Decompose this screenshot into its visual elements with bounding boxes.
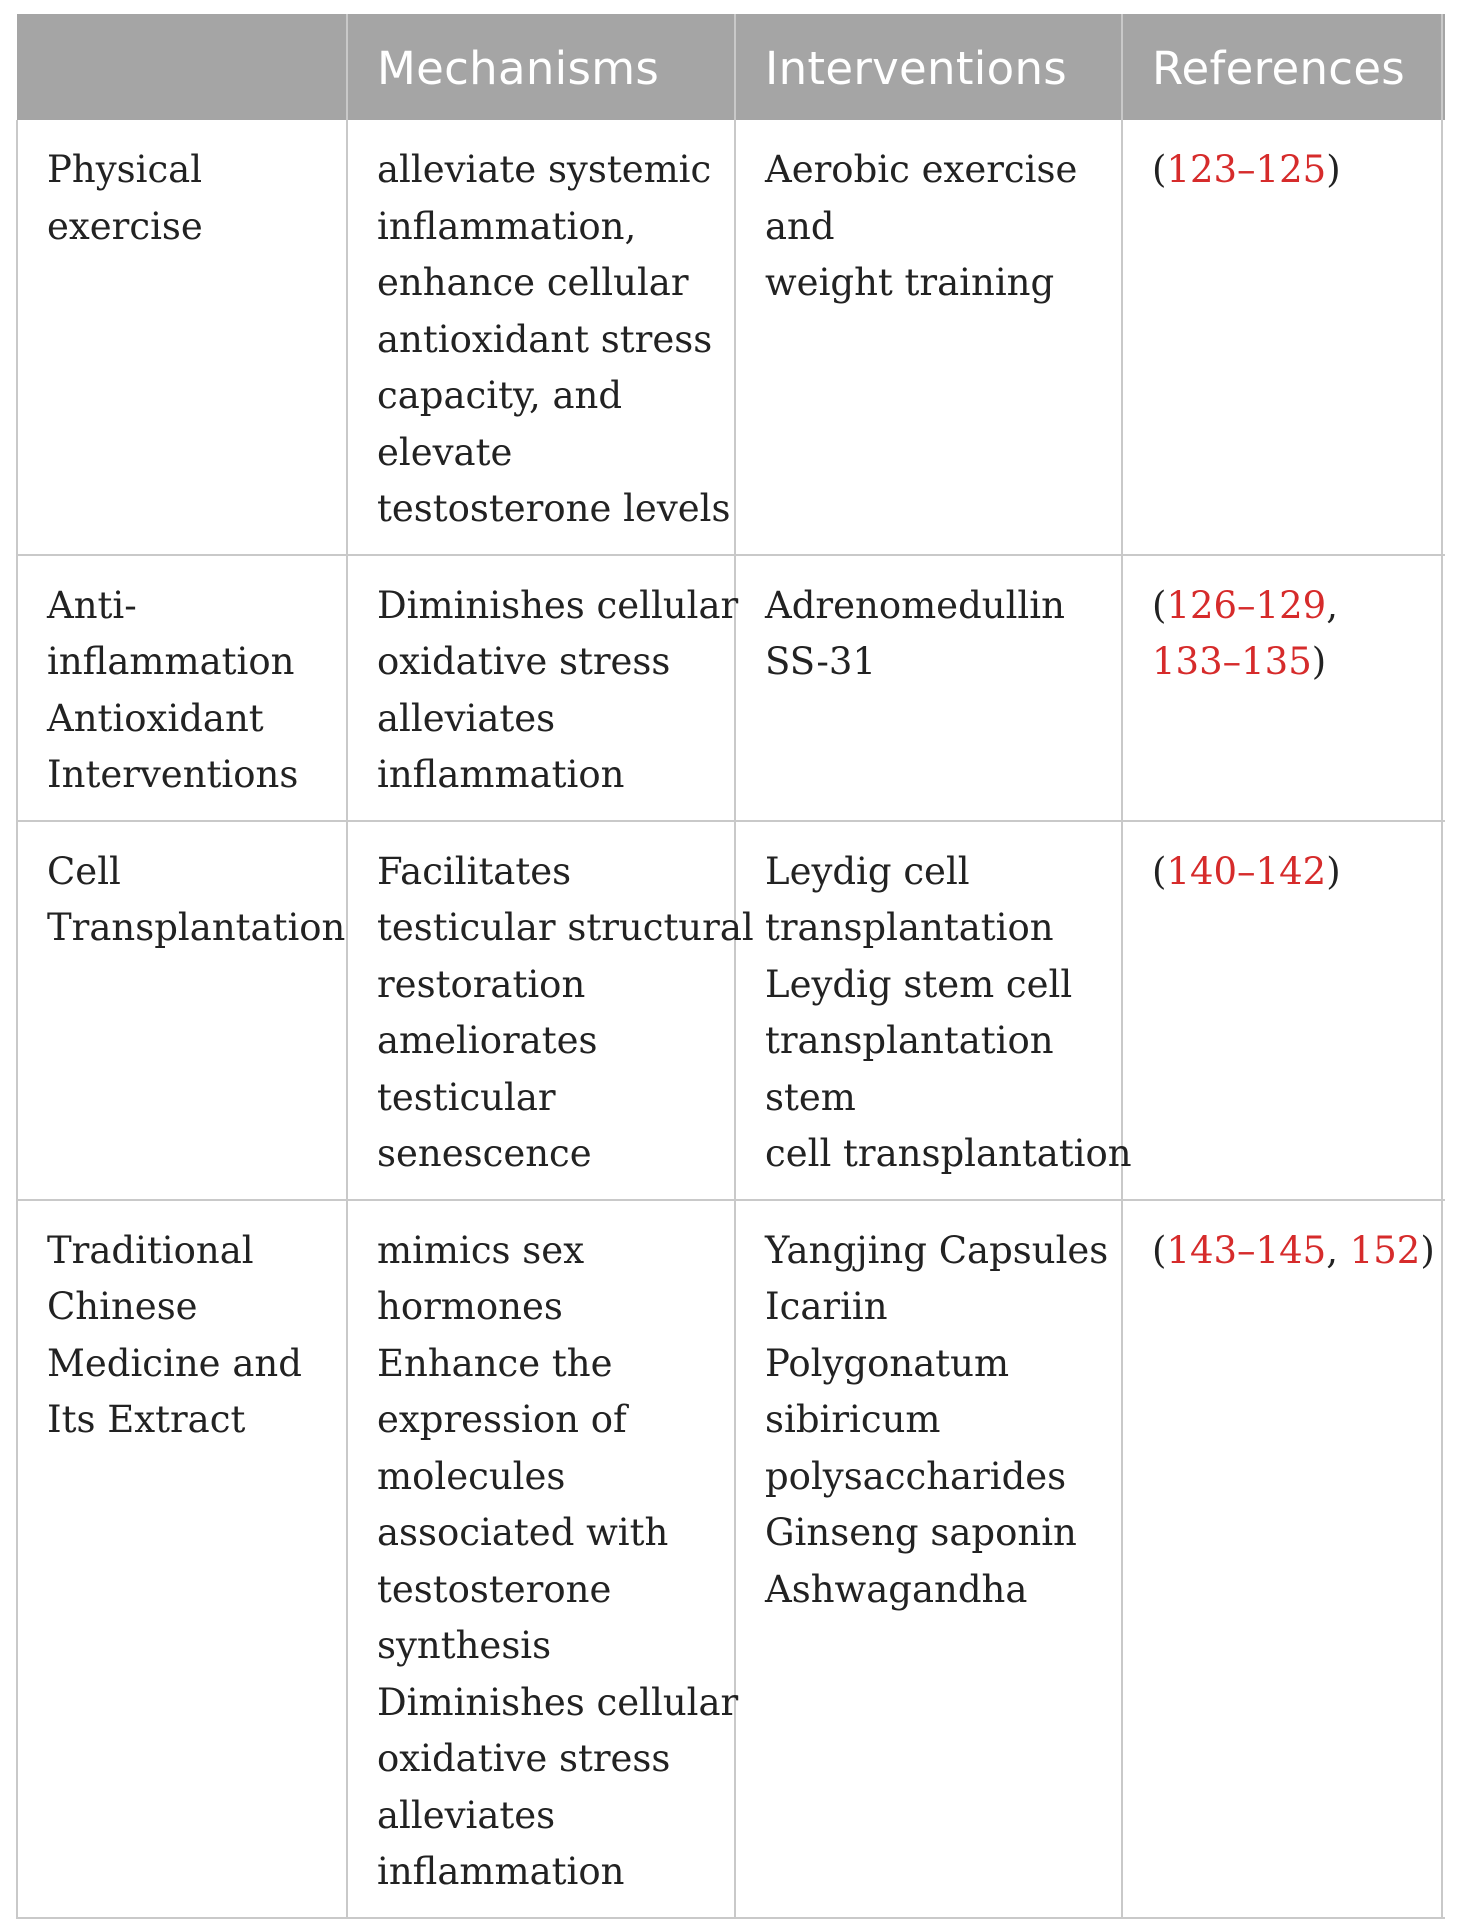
intervention-line: Leydig cell	[765, 849, 970, 893]
mechanism-line: testosterone	[377, 1567, 612, 1611]
intervention-line: Yangjing Capsules	[765, 1228, 1109, 1272]
paren-open: (	[1152, 583, 1167, 627]
mechanism-line: alleviates	[377, 696, 556, 740]
table-row	[17, 1200, 1445, 1918]
category-cell	[17, 821, 347, 1200]
paren-open: (	[1152, 849, 1167, 893]
mechanism-line: oxidative stress	[377, 1737, 671, 1780]
mechanism-line: molecules	[377, 1454, 566, 1498]
header-interventions: Interventions	[735, 15, 1122, 120]
mechanism-line: associated with	[377, 1511, 669, 1554]
intervention-line: Ginseng saponin	[765, 1511, 1077, 1554]
header-mechanisms: Mechanisms	[347, 15, 735, 120]
intervention-line: Aerobic exercise	[765, 148, 1078, 191]
intervention-line: transplantation	[765, 906, 1054, 949]
references-cell	[1122, 821, 1442, 1200]
intervention-line: Icariin	[765, 1285, 888, 1328]
intervention-line: Polygonatum	[765, 1341, 1010, 1385]
references-cell	[1122, 555, 1442, 821]
edge-cell	[1442, 821, 1445, 1200]
mechanism-line: senescence	[377, 1132, 592, 1175]
intervention-line: SS-31	[765, 640, 876, 683]
reference-line	[1152, 634, 1421, 691]
interventions-table	[16, 14, 1444, 1919]
mechanism-line: inflammation	[377, 1850, 625, 1893]
category-line: inflammation	[47, 640, 295, 683]
mechanism-line: Enhance the	[377, 1341, 613, 1385]
category-line: Chinese	[47, 1285, 198, 1328]
intervention-line: Adrenomedullin	[765, 583, 1065, 627]
mechanism-line: alleviates	[377, 1793, 556, 1837]
header-row	[17, 15, 1445, 120]
reference-separator: ,	[1326, 1228, 1350, 1272]
mechanisms-cell	[347, 555, 739, 821]
mechanism-line: restoration	[377, 962, 586, 1006]
paren-close: )	[1311, 640, 1327, 683]
reference-line	[1152, 1223, 1435, 1280]
mechanisms-cell	[347, 821, 754, 1200]
intervention-line: transplantation	[765, 1019, 1054, 1062]
header-edge	[1442, 15, 1445, 120]
category-cell	[17, 120, 347, 555]
category-line: Medicine and	[47, 1341, 302, 1385]
reference-link[interactable]: 143–145	[1166, 1228, 1327, 1272]
paren-close: )	[1420, 1228, 1435, 1272]
mechanism-line: testicular structural	[377, 906, 754, 949]
table-row	[17, 555, 1445, 821]
mechanism-line: testicular	[377, 1075, 556, 1119]
reference-link[interactable]: 133–135	[1152, 640, 1312, 683]
mechanism-line: inflammation	[377, 753, 625, 796]
mechanism-line: enhance cellular	[377, 261, 689, 304]
table	[16, 14, 1445, 1919]
category-line: Transplantation	[47, 906, 346, 949]
mechanism-line: ameliorates	[377, 1019, 598, 1062]
mechanism-line: antioxidant stress	[377, 317, 713, 361]
table-row	[17, 821, 1445, 1200]
mechanism-line: inflammation,	[377, 204, 637, 248]
mechanism-line: elevate	[377, 430, 513, 474]
table-row	[17, 120, 1445, 555]
reference-separator: ,	[1326, 583, 1338, 627]
mechanism-line: Diminishes cellular	[377, 583, 739, 627]
mechanisms-cell	[347, 120, 735, 555]
references-cell	[1122, 120, 1442, 555]
reference-link[interactable]: 123–125	[1166, 148, 1327, 191]
category-cell	[17, 1200, 347, 1918]
category-line: Antioxidant	[47, 696, 264, 740]
category-line: Anti-	[47, 583, 137, 627]
intervention-line: sibiricum	[765, 1398, 941, 1441]
mechanism-line: testosterone levels	[377, 487, 731, 530]
edge-cell	[1442, 120, 1445, 555]
edge-cell	[1442, 1200, 1445, 1918]
interventions-cell	[735, 821, 1132, 1200]
reference-line	[1152, 142, 1421, 199]
paren-open: (	[1152, 1228, 1167, 1272]
category-cell	[17, 555, 347, 821]
interventions-cell	[735, 1200, 1122, 1918]
mechanism-line: oxidative stress	[377, 640, 671, 683]
intervention-line: Ashwagandha	[765, 1567, 1028, 1611]
mechanism-line: Diminishes cellular	[377, 1680, 739, 1724]
reference-link[interactable]: 140–142	[1166, 849, 1327, 893]
intervention-line: and	[765, 204, 835, 248]
header-references: References	[1122, 15, 1442, 120]
reference-link[interactable]: 152	[1349, 1228, 1421, 1272]
reference-line	[1152, 844, 1421, 901]
category-line: Its Extract	[47, 1398, 246, 1441]
category-line: Physical	[47, 148, 203, 191]
category-line: Traditional	[47, 1228, 254, 1272]
intervention-line: weight training	[765, 261, 1055, 304]
paren-close: )	[1326, 849, 1341, 893]
header-category	[17, 15, 347, 120]
intervention-line: stem	[765, 1075, 856, 1119]
intervention-line: Leydig stem cell	[765, 962, 1073, 1006]
interventions-cell	[735, 555, 1122, 821]
mechanisms-cell	[347, 1200, 739, 1918]
mechanism-line: hormones	[377, 1285, 563, 1328]
category-line: Cell	[47, 849, 121, 893]
mechanism-line: mimics sex	[377, 1228, 585, 1272]
mechanism-line: Facilitates	[377, 849, 572, 893]
references-cell	[1122, 1200, 1442, 1918]
paren-close: )	[1326, 148, 1341, 191]
intervention-line: cell transplantation	[765, 1132, 1132, 1175]
mechanism-line: alleviate systemic	[377, 148, 712, 191]
category-line: exercise	[47, 204, 203, 248]
mechanism-line: synthesis	[377, 1624, 552, 1667]
intervention-line: polysaccharides	[765, 1454, 1067, 1498]
edge-cell	[1442, 555, 1445, 821]
reference-line	[1152, 578, 1421, 635]
reference-link[interactable]: 126–129	[1166, 583, 1327, 627]
mechanism-line: expression of	[377, 1398, 627, 1441]
mechanism-line: capacity, and	[377, 374, 623, 417]
category-line: Interventions	[47, 753, 299, 796]
paren-open: (	[1152, 148, 1167, 191]
interventions-cell	[735, 120, 1122, 555]
